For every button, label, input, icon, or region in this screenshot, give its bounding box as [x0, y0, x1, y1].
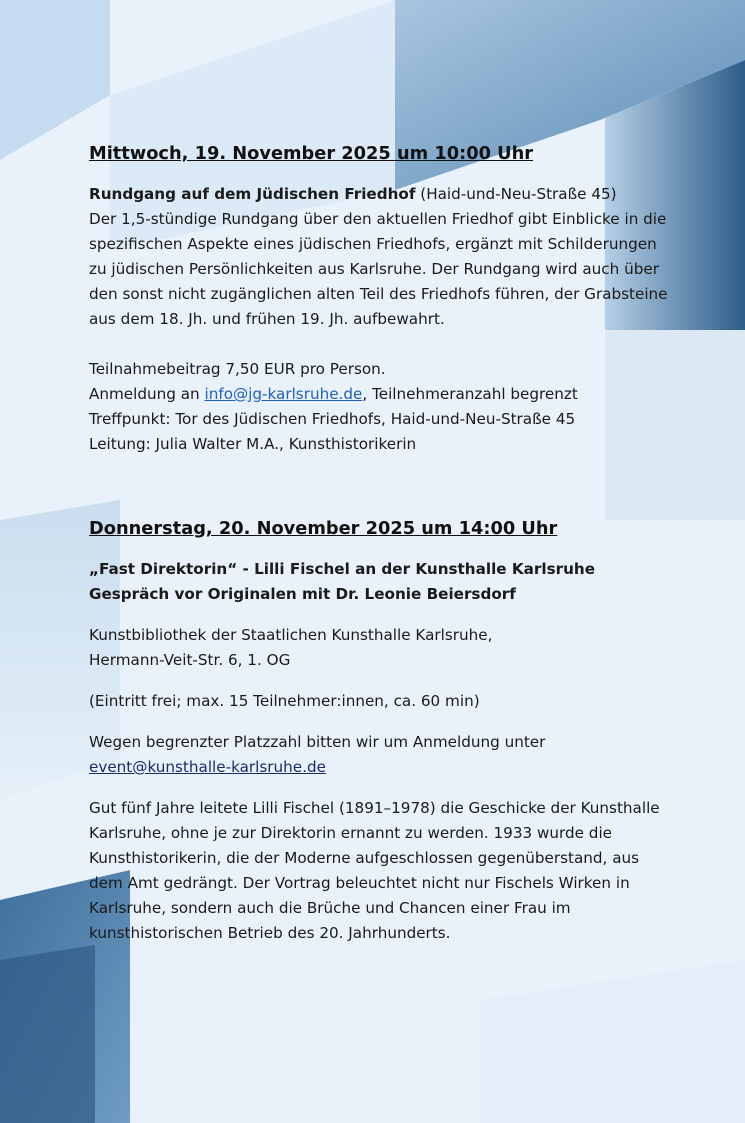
- event-2: [89, 515, 669, 946]
- event-1-leader: Leitung: Julia Walter M.A., Kunsthistorikerin: [89, 435, 417, 453]
- event-2-venue: Kunstbibliothek der Staatlichen Kunsthalle Karlsruhe,: [89, 626, 493, 644]
- event-2-email-link[interactable]: event@kunsthalle-karlsruhe.de: [89, 758, 326, 776]
- page-content: [89, 140, 669, 946]
- event-2-subtitle: Gespräch vor Originalen mit Dr. Leonie Beiersdorf: [89, 585, 516, 603]
- event-1-heading: Mittwoch, 19. November 2025 um 10:00 Uhr: [89, 143, 534, 164]
- event-1-location: (Haid-und-Neu-Straße 45): [415, 185, 617, 203]
- event-2-registration: Wegen begrenzter Platzzahl bitten wir um Anmeldung unter: [89, 733, 546, 751]
- event-2-description: Gut fünf Jahre leitete Lilli Fischel (1891–1978) die Geschicke der Kunsthalle Karlsruhe, ohne je zur Direktorin ernannt zu werden. 1933 wurde die Kunsthistorikerin, die der Moderne aufgeschlossen gegenüberstand, aus dem Amt gedrängt. Der Vortrag beleuchtet nicht nur Fischels Wirken in Karlsruhe, sondern auch die Brüche und Chancen einer Frau im kunsthistorischen Betrieb des 20. Jahrhunderts.: [89, 799, 660, 942]
- event-1-meeting-point: Treffpunkt: Tor des Jüdischen Friedhofs, Haid-und-Neu-Straße 45: [89, 410, 576, 428]
- event-2-title: „Fast Direktorin“ - Lilli Fischel an der Kunsthalle Karlsruhe: [89, 560, 596, 578]
- event-1-registration: Anmeldung an info@jg-karlsruhe.de, Teilnehmeranzahl begrenzt: [89, 385, 578, 403]
- event-1-description: Der 1,5-stündige Rundgang über den aktuellen Friedhof gibt Einblicke in die spezifischen Aspekte eines jüdischen Friedhofs, ergänzt mit Schilderungen zu jüdischen Persönlichkeiten aus Karlsruhe. Der Rundgang wird auch über den sonst nicht zugänglichen alten Teil des Friedhofs führen, der Grabsteine aus dem 18. Jh. und frühen 19. Jh. aufbewahrt.: [89, 210, 668, 328]
- event-2-heading: Donnerstag, 20. November 2025 um 14:00 Uhr: [89, 518, 558, 539]
- event-1: [89, 140, 669, 457]
- event-1-intro: [89, 182, 669, 207]
- event-2-admission: (Eintritt frei; max. 15 Teilnehmer:innen, ca. 60 min): [89, 692, 480, 710]
- event-1-title: Rundgang auf dem Jüdischen Friedhof: [89, 185, 416, 203]
- event-1-fee: Teilnahmebeitrag 7,50 EUR pro Person.: [89, 360, 386, 378]
- event-2-address: Hermann-Veit-Str. 6, 1. OG: [89, 651, 291, 669]
- event-1-email-link[interactable]: info@jg-karlsruhe.de: [204, 385, 363, 403]
